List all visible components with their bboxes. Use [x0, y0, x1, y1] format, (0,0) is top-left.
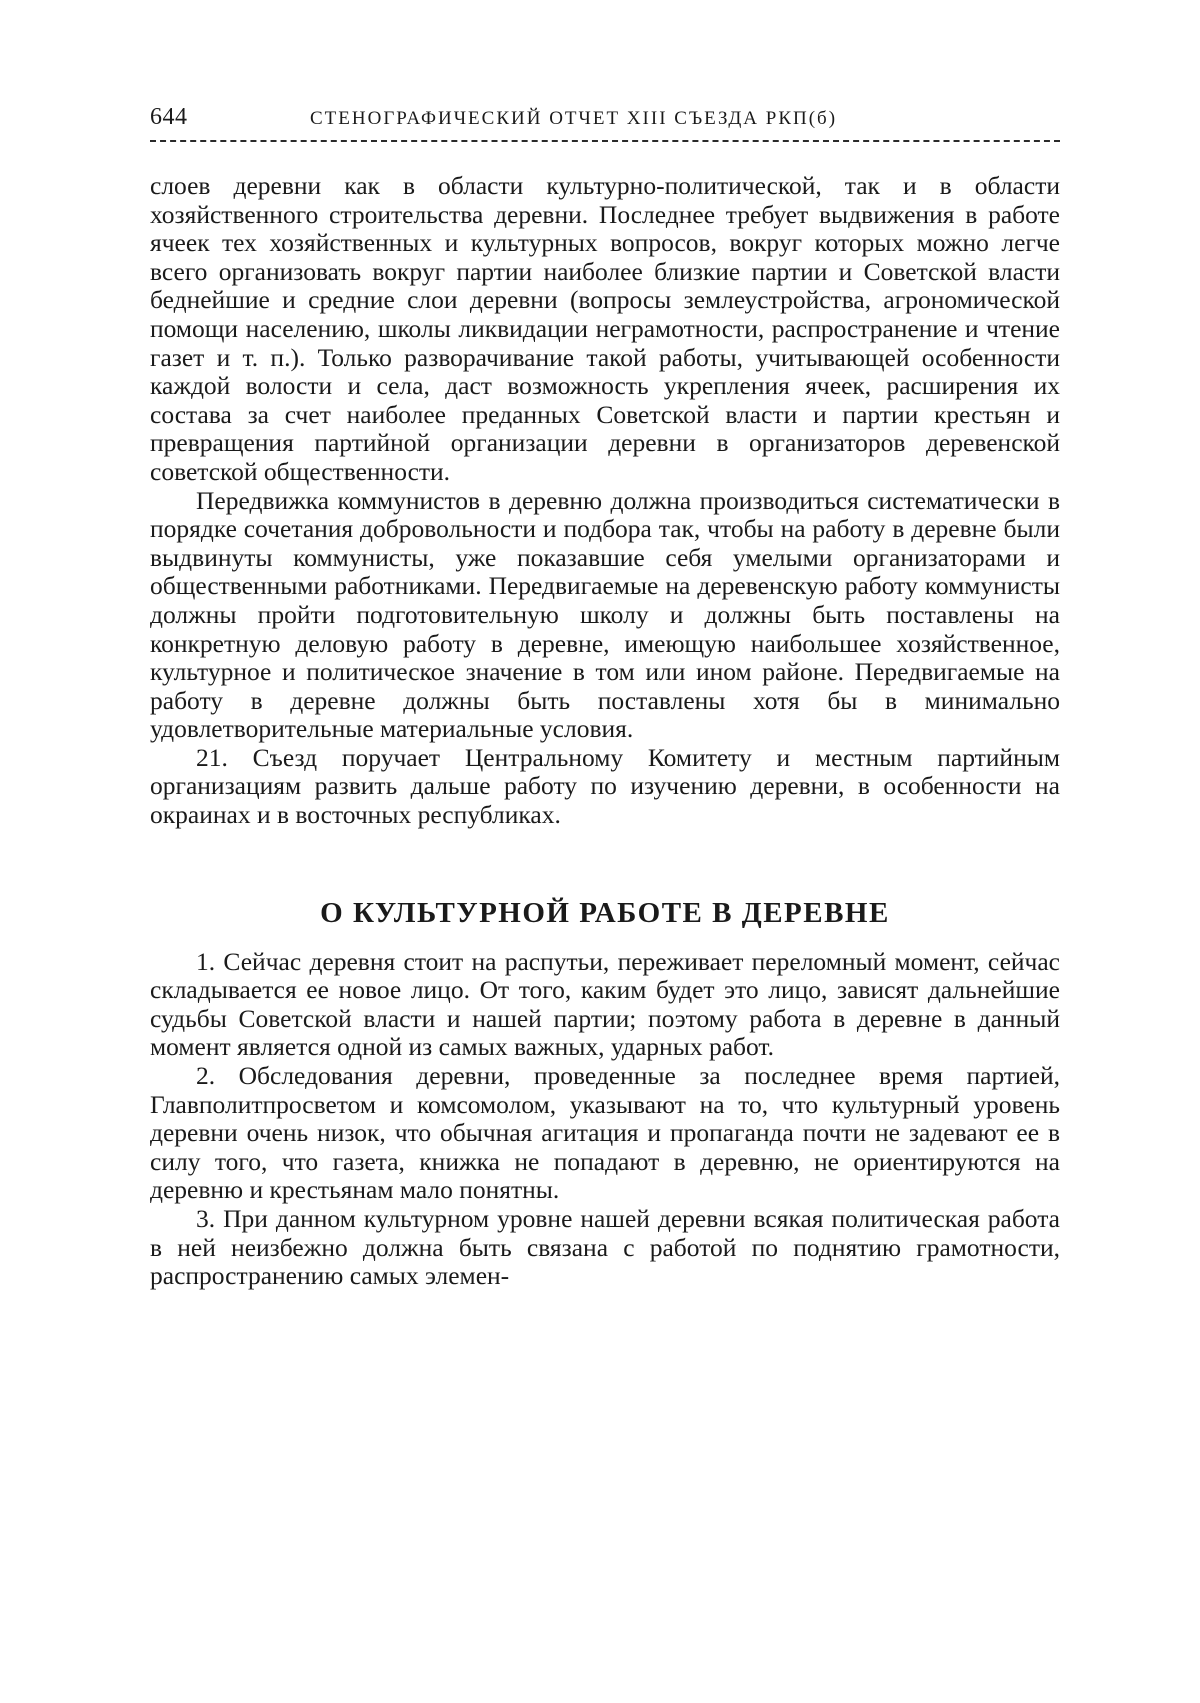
- header-rule: [150, 140, 1060, 142]
- paragraph-continuation: слоев деревни как в области культурно-политической, так и в области хозяйственного строительства деревни. Последнее требует выдвижения в работе ячеек тех хозяйственных и культурных вопросов, вокруг которых можно легче всего организовать вокруг партии наиболее близкие партии и Советской власти беднейшие и средние слои деревни (вопросы землеустройства, агрономической помощи населению, школы ликвидации неграмотности, распространение и чтение газет и т. п.). Только разворачивание такой работы, учитывающей особенности каждой волости и села, даст возможность укрепления ячеек, расширения их состава за счет наиболее преданных Советской власти и партии крестьян и превращения партийной организации деревни в организаторов деревенской советской общественности.: [150, 171, 1060, 486]
- paragraph-point-21: 21. Съезд поручает Центральному Комитету и местным партийным организациям развить дальше работу по изучению деревни, в особенности на окраинах и в восточных республиках.: [150, 742, 1060, 830]
- paragraph-point-1: 1. Сейчас деревня стоит на распутьи, переживает переломный момент, сейчас складывается ее новое лицо. От того, каким будет это лицо, зависят дальнейшие судьбы Советской власти и нашей партии; поэтому работа в деревне в данный момент является одной из самых важных, ударных работ.: [150, 946, 1060, 1062]
- running-head: [150, 104, 1060, 144]
- paragraph-point-2: 2. Обследования деревни, проведенные за последнее время партией, Главполитпросветом и комсомолом, указывают на то, что культурный уровень деревни очень низок, что обычная агитация и пропаганда почти не задевают ее в силу того, что газета, книжка не попадают в деревню, не ориентируются на деревню и крестьянам мало понятны.: [150, 1061, 1060, 1205]
- page-number: 644: [150, 104, 188, 130]
- section-heading: О КУЛЬТУРНОЙ РАБОТЕ В ДЕРЕВНЕ: [320, 896, 890, 929]
- body-text: [150, 172, 1060, 1291]
- paragraph-point-3: 3. При данном культурном уровне нашей деревни всякая политическая работа в ней неизбежно должна быть связана с работой по поднятию грамотности, распространению самых элемен-: [150, 1204, 1060, 1291]
- running-head-title: СТЕНОГРАФИЧЕСКИЙ ОТЧЕТ XIII СЪЕЗДА РКП(б): [310, 108, 838, 129]
- paragraph-communist-transfer: Передвижка коммунистов в деревню должна производиться систематически в порядке сочетания добровольности и подбора так, чтобы на работу в деревне были выдвинуты коммунисты, уже показавшие себя умелыми организаторами и общественными работниками. Передвигаемые на деревенскую работу коммунисты должны пройти подготовительную школу и должны быть поставлены на конкретную деловую работу в деревне, имеющую наибольшее хозяйственное, культурное и политическое значение в том или ином районе. Передвигаемые на работу в деревне должны быть поставлены хотя бы в минимально удовлетворительные материальные условия.: [150, 485, 1060, 744]
